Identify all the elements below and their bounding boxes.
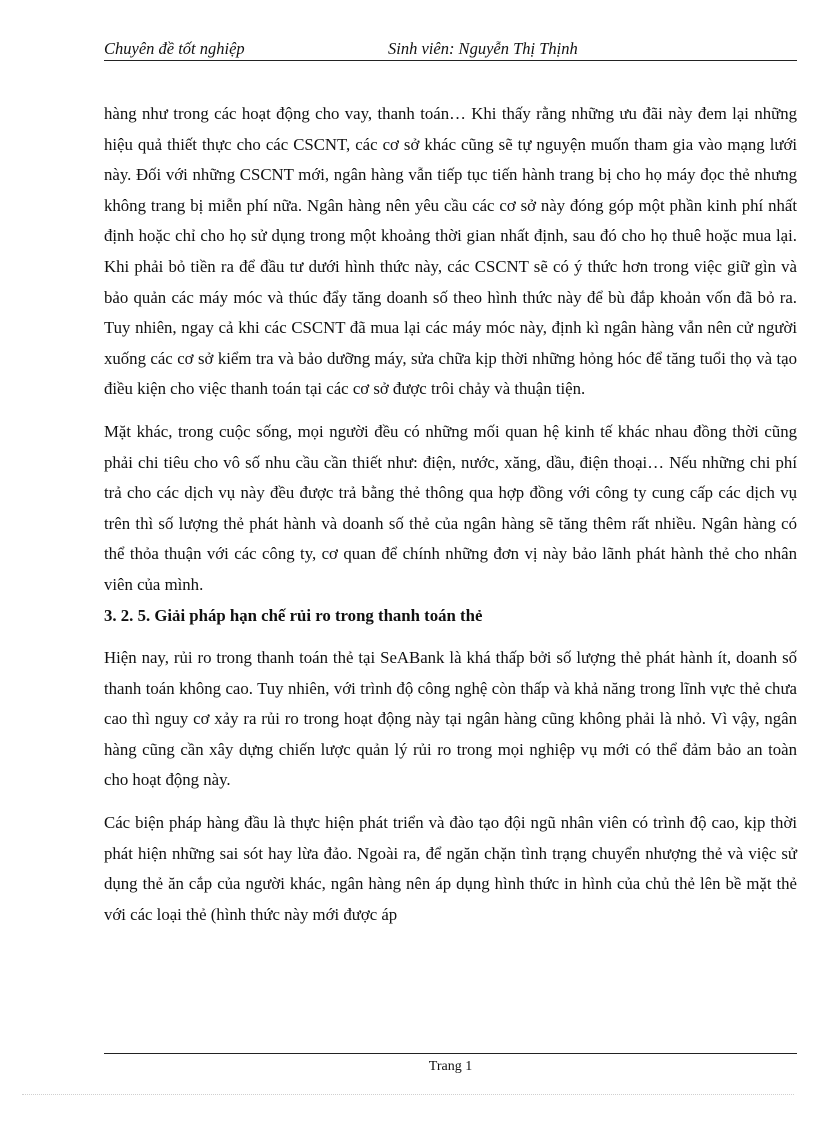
paragraph-4: Các biện pháp hàng đầu là thực hiện phát triển và đào tạo đội ngũ nhân viên có trình độ cao, kịp thời phát hiện những sai sót hay lừa đảo. Ngoài ra, để ngăn chặn tình trạng chuyển nhượng thẻ và việc sử dụng thẻ ăn cắp của người khác, ngân hàng nên áp dụng hình thức in hình của chủ thẻ lên bề mặt thẻ với các loại thẻ (hình thức này mới được áp (104, 813, 797, 924)
page-number: Trang 1 (428, 1059, 473, 1074)
footer-divider (104, 1053, 797, 1054)
paragraph-1: hàng như trong các hoạt động cho vay, thanh toán… Khi thấy rằng những ưu đãi này đem lại những hiệu quả thiết thực cho các CSCNT, các cơ sở khác cũng sẽ tự nguyện muốn tham gia vào mạng lưới này. Đối với những CSCNT mới, ngân hàng vẫn tiếp tục tiến hành trang bị cho họ máy đọc thẻ nhưng không trang bị miễn phí nữa. Ngân hàng nên yêu cầu các cơ sở này đóng góp một phần kinh phí nhất định hoặc chỉ cho họ sử dụng trong một khoảng thời gian nhất định, sau đó cho họ thuê hoặc mua lại. Khi phải bỏ tiền ra để đầu tư dưới hình thức này, các CSCNT sẽ có ý thức hơn trong việc giữ gìn và bảo quản các máy móc và thúc đẩy tăng doanh số theo hình thức này để bù đắp khoản vốn đã bỏ ra. Tuy nhiên, ngay cả khi các CSCNT đã mua lại các máy móc này, định kì ngân hàng vẫn nên cử người xuống các cơ sở kiểm tra và bảo dưỡng máy, sửa chữa kịp thời những hỏng hóc để tăng tuổi thọ và tạo điều kiện cho việc thanh toán tại các cơ sở được trôi chảy và thuận tiện. (104, 104, 797, 399)
section-heading: 3. 2. 5. Giải pháp hạn chế rủi ro trong thanh toán thẻ (104, 605, 483, 625)
header-document-title: Chuyên đề tốt nghiệp (104, 39, 245, 58)
paragraph-2: Mặt khác, trong cuộc sống, mọi người đều có những mối quan hệ kinh tế khác nhau đồng thời cũng phải chi tiêu cho vô số nhu cầu cần thiết như: điện, nước, xăng, dầu, điện thoại… Nếu những chi phí trả cho các dịch vụ này đều được trả bằng thẻ thông qua hợp đồng với công ty cung cấp các dịch vụ trên thì số lượng thẻ phát hành và doanh số thẻ của ngân hàng sẽ tăng thêm rất nhiều. Ngân hàng có thể thỏa thuận với các công ty, cơ quan để chính những đơn vị này bảo lãnh phát hành thẻ cho nhân viên của mình. (104, 421, 797, 594)
paragraph-3: Hiện nay, rủi ro trong thanh toán thẻ tại SeABank là khá thấp bởi số lượng thẻ phát hành ít, doanh số thanh toán không cao. Tuy nhiên, với trình độ công nghệ còn thấp và khả năng trong lĩnh vực thẻ chưa cao thì nguy cơ xảy ra rủi ro trong hoạt động này tại ngân hàng cũng không phải là nhỏ. Vì vậy, ngân hàng cũng cần xây dựng chiến lược quản lý rủi ro trong mọi nghiệp vụ mới có thể đảm bảo an toàn cho hoạt động này. (104, 648, 797, 790)
page-edge-divider (22, 1094, 794, 1095)
page-header (104, 38, 797, 61)
header-student-name: Sinh viên: Nguyễn Thị Thịnh (388, 39, 578, 58)
document-body (104, 99, 797, 930)
